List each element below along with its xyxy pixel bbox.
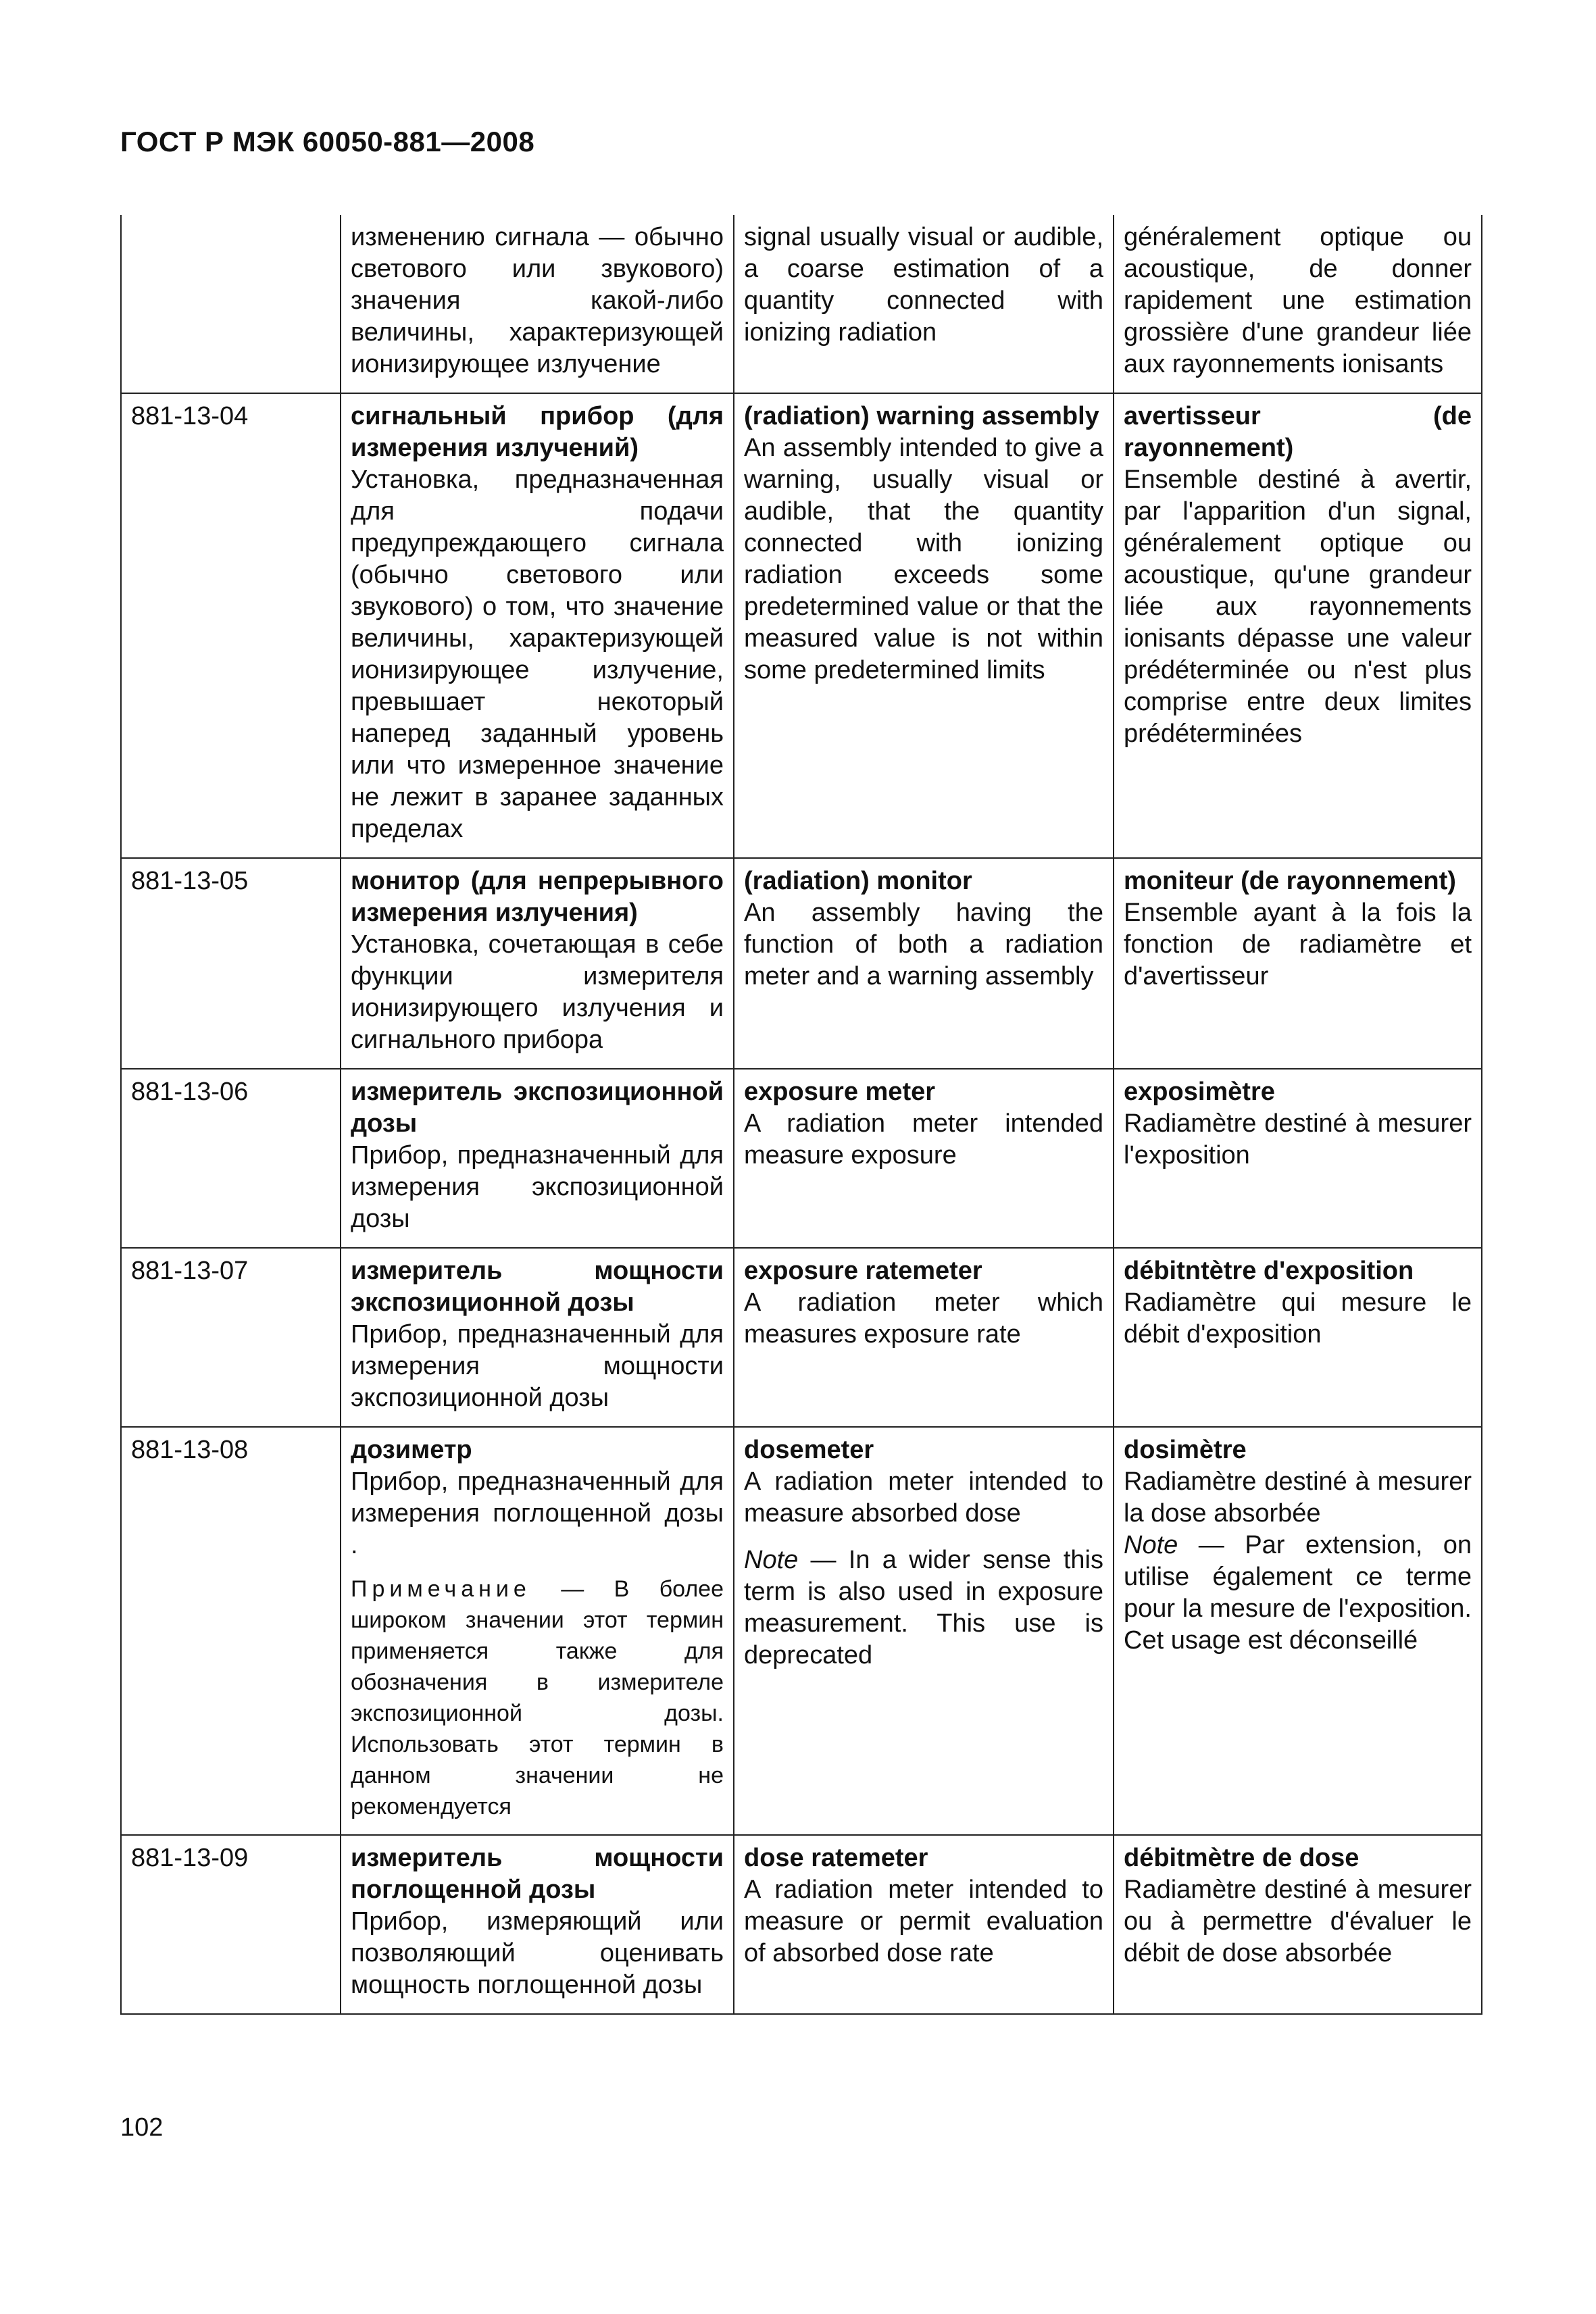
russian-term: сигнальный прибор (для измерения излучений) [351,402,724,462]
french-definition: Ensemble destiné à avertir, par l'apparition d'un signal, généralement optique ou acoustique, qu'une grandeur liée aux rayonnements ionisants dépasse une valeur prédéterminée ou n'est plus comprise entre deux limites prédéterminées [1124,466,1472,748]
english-entry [734,1835,1114,2014]
russian-entry [341,393,734,858]
russian-term: монитор (для непрерывного измерения излучения) [351,867,724,927]
russian-definition: Установка, предназначенная для подачи предупреждающего сигнала (обычно светового или звукового) о том, что значение величины, характеризующей ионизирующее излучение, превышает некоторый наперед заданный уровень или что измеренное значение не лежит в заранее заданных пределах [351,466,724,843]
note-label: Примечание [351,1576,531,1602]
terms-table [120,215,1482,2015]
french-definition: généralement optique ou acoustique, de donner rapidement une estimation grossière d'une grandeur liée aux rayonnements ionisants [1124,223,1472,378]
table-row [121,858,1482,1069]
english-term: exposure ratemeter [744,1257,982,1285]
english-entry [734,393,1114,858]
russian-definition: Прибор, измеряющий или позволяющий оценивать мощность поглощенной дозы [351,1907,724,1999]
english-definition: An assembly having the function of both a radiation meter and a warning assembly [744,899,1103,990]
russian-term: измеритель экспозиционной дозы [351,1078,724,1138]
page-number: 102 [120,2113,164,2142]
english-entry [734,1427,1114,1835]
table-row [121,1835,1482,2014]
french-term: débitntètre d'exposition [1124,1257,1414,1285]
table-row [121,1427,1482,1835]
french-entry [1114,1248,1482,1427]
english-term: (radiation) warning assembly [744,402,1099,430]
french-entry [1114,1835,1482,2014]
note-label: Note [1124,1531,1178,1559]
english-definition: A radiation meter which measures exposure rate [744,1288,1103,1349]
french-term: avertisseur (de rayonnement) [1124,402,1472,462]
russian-entry [341,1069,734,1248]
table-row [121,1069,1482,1248]
english-definition: A radiation meter intended to measure absorbed dose [744,1467,1103,1528]
russian-term: измеритель мощности экспозиционной дозы [351,1257,724,1317]
russian-note [351,1574,724,1822]
term-number: 881-13-04 [121,393,341,858]
english-entry [734,858,1114,1069]
english-entry [734,1248,1114,1427]
note-label: Note [744,1546,799,1574]
table-row [121,393,1482,858]
english-term: dose ratemeter [744,1844,928,1872]
russian-entry [341,1427,734,1835]
russian-entry [341,1835,734,2014]
english-definition: An assembly intended to give a warning, usually visual or audible, that the quantity connected with ionizing radiation exceeds some predetermined value or that the measured value is not within some predetermined limits [744,434,1103,684]
russian-definition: Прибор, предназначенный для измерения поглощенной дозы . [351,1467,724,1559]
russian-term: дозиметр [351,1436,472,1464]
page-header: ГОСТ Р МЭК 60050-881—2008 [120,126,535,157]
english-term: (radiation) monitor [744,867,972,895]
term-number: 881-13-09 [121,1835,341,2014]
french-term: exposimètre [1124,1078,1275,1106]
french-entry [1114,215,1482,393]
russian-definition: Прибор, предназначенный для измерения мощности экспозиционной дозы [351,1320,724,1412]
french-entry [1114,393,1482,858]
russian-definition: Установка, сочетающая в себе функции измерителя ионизирующего излучения и сигнального прибора [351,930,724,1054]
term-number [121,215,341,393]
french-entry [1114,1069,1482,1248]
french-term: moniteur (de rayonnement) [1124,867,1456,895]
russian-definition: изменению сигнала — обычно светового или звукового) значения какой-либо величины, характеризующей ионизирующее излучение [351,223,724,378]
term-number: 881-13-07 [121,1248,341,1427]
english-definition: A radiation meter intended to measure or permit evaluation of absorbed dose rate [744,1876,1103,1967]
term-number: 881-13-08 [121,1427,341,1835]
english-term: dosemeter [744,1436,874,1464]
french-entry [1114,1427,1482,1835]
term-number: 881-13-06 [121,1069,341,1248]
note-text: — Par extension, on utilise également ce terme pour la mesure de l'exposition. Cet usage est déconseillé [1124,1531,1472,1655]
french-definition: Radiamètre destiné à mesurer la dose absorbée [1124,1467,1472,1528]
english-term: exposure meter [744,1078,936,1106]
english-definition: signal usually visual or audible, a coarse estimation of a quantity connected with ionizing radiation [744,223,1103,347]
french-entry [1114,858,1482,1069]
french-note [1124,1530,1472,1657]
russian-entry [341,858,734,1069]
russian-term: измеритель мощности поглощенной дозы [351,1844,724,1904]
table-row [121,1248,1482,1427]
note-text: — In a wider sense this term is also used in exposure measurement. This use is deprecated [744,1546,1103,1669]
english-entry [734,1069,1114,1248]
table-row [121,215,1482,393]
english-entry [734,215,1114,393]
french-definition: Ensemble ayant à la fois la fonction de radiamètre et d'avertisseur [1124,899,1472,990]
french-definition: Radiamètre qui mesure le débit d'exposition [1124,1288,1472,1349]
french-term: débitmètre de dose [1124,1844,1360,1872]
russian-entry [341,215,734,393]
french-term: dosimètre [1124,1436,1247,1464]
english-definition: A radiation meter intended measure exposure [744,1109,1103,1169]
note-text: — В более широком значении этот термин применяется также для обозначения в измерителе экспозиционной дозы. Использовать этот термин в данном значении не рекомендуется [351,1576,724,1819]
french-definition: Radiamètre destiné à mesurer l'exposition [1124,1109,1472,1169]
english-note [744,1544,1103,1671]
french-definition: Radiamètre destiné à mesurer ou à permettre d'évaluer le débit de dose absorbée [1124,1876,1472,1967]
russian-entry [341,1248,734,1427]
russian-definition: Прибор, предназначенный для измерения экспозиционной дозы [351,1141,724,1233]
term-number: 881-13-05 [121,858,341,1069]
